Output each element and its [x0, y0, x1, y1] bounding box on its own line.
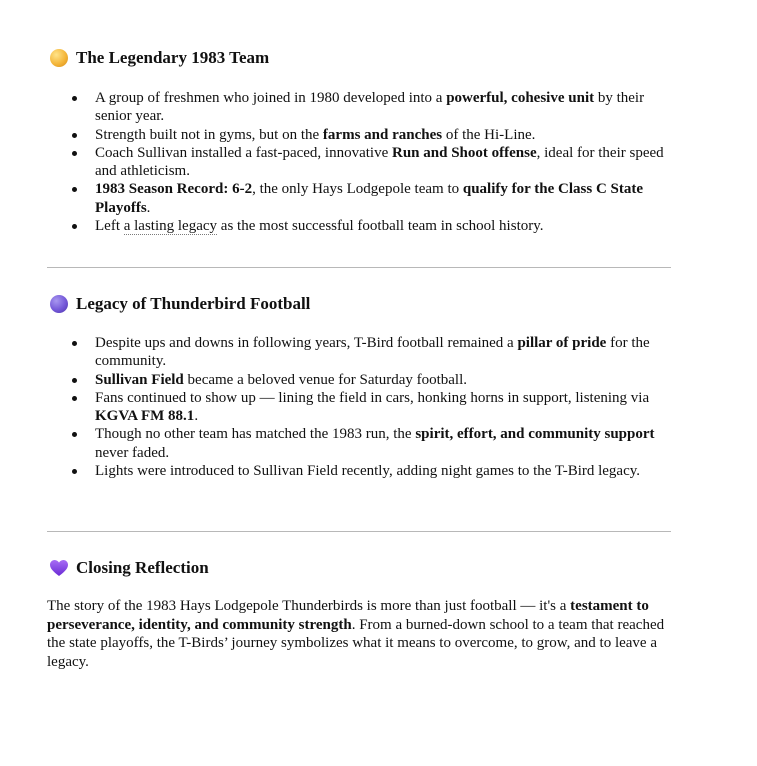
section-title: The Legendary 1983 Team	[76, 48, 270, 67]
list-item: Fans continued to show up — lining the field in cars, honking horns in support, listening via KGVA FM 88.1.	[47, 389, 671, 426]
purple-circle-icon	[50, 295, 68, 313]
list-item: A group of freshmen who joined in 1980 developed into a powerful, cohesive unit by their senior year.	[47, 89, 671, 126]
list-item: Despite ups and downs in following years, T-Bird football remained a pillar of pride for the community.	[47, 334, 671, 371]
purple-heart-icon	[49, 559, 69, 577]
bullet-list	[47, 334, 671, 480]
list-item: 1983 Season Record: 6-2, the only Hays Lodgepole team to qualify for the Class C State Playoffs.	[47, 180, 671, 217]
section-legendary-1983-team	[47, 46, 671, 235]
list-item: Left a lasting legacy as the most successful football team in school history.	[47, 217, 671, 235]
section-title: Closing Reflection	[76, 558, 209, 577]
section-heading	[47, 292, 671, 316]
yellow-circle-icon	[50, 49, 68, 67]
bullet-list	[47, 89, 671, 235]
list-item: Lights were introduced to Sullivan Field recently, adding night games to the T-Bird legacy.	[47, 462, 671, 480]
divider	[47, 267, 671, 268]
list-item: Though no other team has matched the 1983 run, the spirit, effort, and community support never faded.	[47, 425, 671, 462]
section-heading	[47, 556, 671, 580]
list-item: Strength built not in gyms, but on the farms and ranches of the Hi-Line.	[47, 126, 671, 144]
section-closing-reflection	[47, 556, 671, 671]
list-item: Coach Sullivan installed a fast-paced, innovative Run and Shoot offense, ideal for their speed and athleticism.	[47, 144, 671, 181]
dotted-underline-text: a lasting legacy	[123, 218, 218, 235]
section-heading	[47, 46, 671, 70]
divider	[47, 531, 671, 532]
list-item: Sullivan Field became a beloved venue for Saturday football.	[47, 371, 671, 389]
section-legacy-thunderbird-football	[47, 292, 671, 480]
closing-paragraph: The story of the 1983 Hays Lodgepole Thunderbirds is more than just football — it's a testament to perseverance, identity, and community strength. From a burned-down school to a team that reached the state playoffs, the T-Birds’ journey symbolizes what it means to overcome, to grow, and to leave a legacy.	[47, 598, 665, 670]
section-title: Legacy of Thunderbird Football	[76, 294, 311, 313]
